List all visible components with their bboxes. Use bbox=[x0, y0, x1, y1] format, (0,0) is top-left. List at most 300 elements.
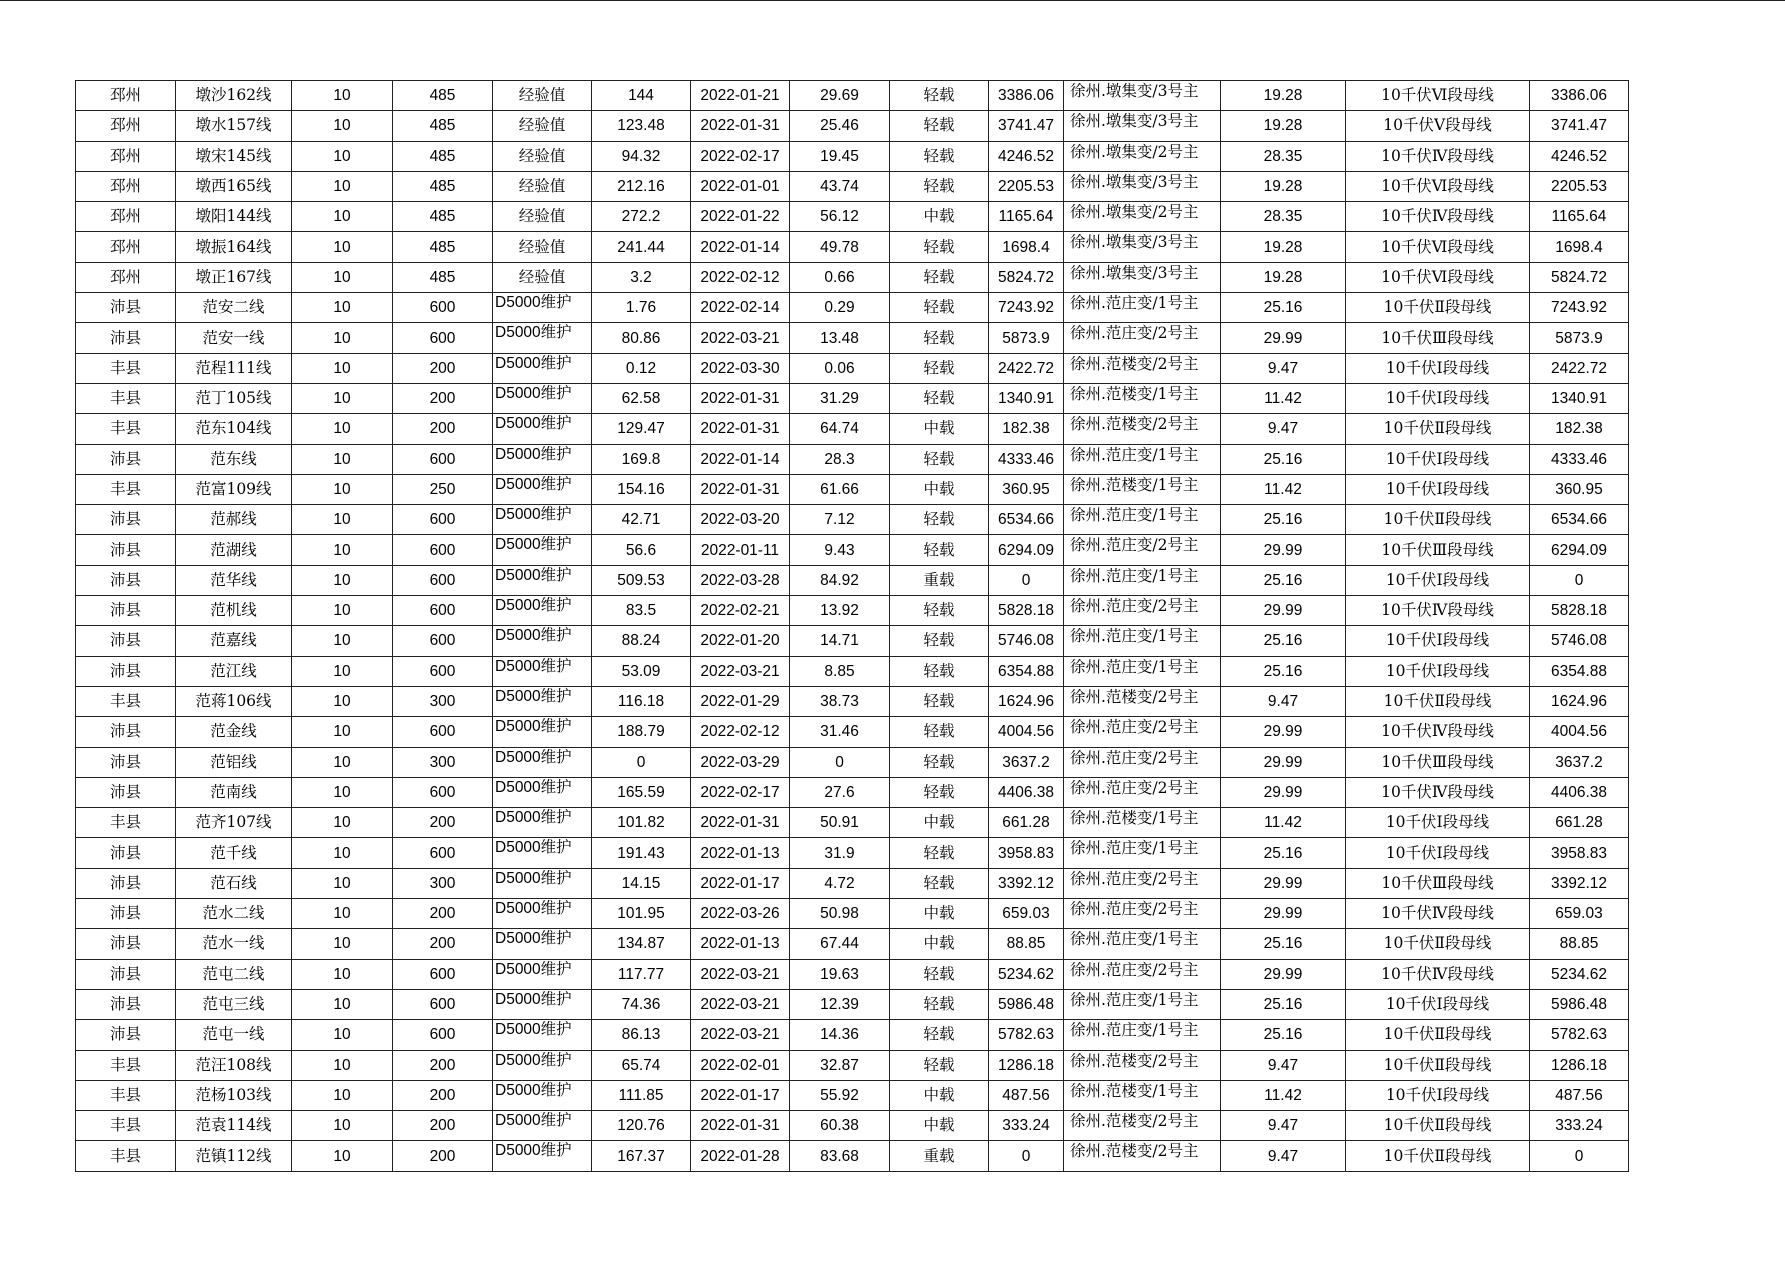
cell-substation: 徐州.范庄变/2号主 bbox=[1064, 899, 1221, 929]
cell-load-rate: 56.12 bbox=[790, 202, 890, 232]
cell-voltage-kv: 10 bbox=[292, 777, 393, 807]
cell-county: 丰县 bbox=[76, 1050, 176, 1080]
cell-substation: 徐州.墩集变/3号主 bbox=[1064, 81, 1221, 111]
cell-transformer-value: 29.99 bbox=[1221, 747, 1346, 777]
cell-load-level: 轻载 bbox=[890, 989, 989, 1019]
cell-line: 范杨103线 bbox=[176, 1080, 292, 1110]
cell-remaining-capacity: 88.85 bbox=[989, 929, 1064, 959]
cell-substation: 徐州.范庄变/1号主 bbox=[1064, 929, 1221, 959]
cell-source: D5000维护 bbox=[493, 505, 592, 535]
cell-substation: 徐州.范庄变/2号主 bbox=[1064, 959, 1221, 989]
cell-source: D5000维护 bbox=[493, 1080, 592, 1110]
cell-substation: 徐州.范庄变/1号主 bbox=[1064, 838, 1221, 868]
cell-load-rate: 67.44 bbox=[790, 929, 890, 959]
cell-load-rate: 14.36 bbox=[790, 1020, 890, 1050]
cell-bus: 10千伏Ⅳ段母线 bbox=[1346, 596, 1530, 626]
table-row bbox=[76, 868, 1629, 898]
cell-max-current: 212.16 bbox=[592, 171, 691, 201]
cell-capacity-repeat: 2422.72 bbox=[1530, 353, 1629, 383]
cell-load-rate: 64.74 bbox=[790, 414, 890, 444]
cell-remaining-capacity: 1624.96 bbox=[989, 686, 1064, 716]
cell-rated-capacity: 600 bbox=[393, 535, 493, 565]
cell-bus: 10千伏Ⅳ段母线 bbox=[1346, 899, 1530, 929]
cell-rated-capacity: 600 bbox=[393, 959, 493, 989]
cell-line: 范安一线 bbox=[176, 323, 292, 353]
cell-transformer-value: 29.99 bbox=[1221, 323, 1346, 353]
cell-source: D5000维护 bbox=[493, 596, 592, 626]
cell-voltage-kv: 10 bbox=[292, 1080, 393, 1110]
cell-date: 2022-01-14 bbox=[691, 232, 790, 262]
table-row bbox=[76, 717, 1629, 747]
cell-date: 2022-03-21 bbox=[691, 323, 790, 353]
cell-load-level: 轻载 bbox=[890, 747, 989, 777]
cell-rated-capacity: 600 bbox=[393, 505, 493, 535]
cell-voltage-kv: 10 bbox=[292, 171, 393, 201]
table-row bbox=[76, 141, 1629, 171]
cell-transformer-value: 25.16 bbox=[1221, 293, 1346, 323]
cell-max-current: 83.5 bbox=[592, 596, 691, 626]
cell-line: 范程111线 bbox=[176, 353, 292, 383]
cell-transformer-value: 29.99 bbox=[1221, 535, 1346, 565]
cell-date: 2022-03-21 bbox=[691, 959, 790, 989]
cell-voltage-kv: 10 bbox=[292, 626, 393, 656]
cell-capacity-repeat: 360.95 bbox=[1530, 474, 1629, 504]
cell-rated-capacity: 600 bbox=[393, 293, 493, 323]
cell-remaining-capacity: 6354.88 bbox=[989, 656, 1064, 686]
cell-capacity-repeat: 0 bbox=[1530, 1141, 1629, 1171]
cell-load-level: 中载 bbox=[890, 474, 989, 504]
cell-county: 邳州 bbox=[76, 111, 176, 141]
cell-source: 经验值 bbox=[493, 202, 592, 232]
cell-substation: 徐州.范庄变/2号主 bbox=[1064, 777, 1221, 807]
cell-load-level: 中载 bbox=[890, 414, 989, 444]
cell-source: D5000维护 bbox=[493, 747, 592, 777]
cell-bus: 10千伏Ⅰ段母线 bbox=[1346, 353, 1530, 383]
cell-substation: 徐州.范庄变/1号主 bbox=[1064, 656, 1221, 686]
cell-line: 范安二线 bbox=[176, 293, 292, 323]
cell-county: 邳州 bbox=[76, 232, 176, 262]
cell-substation: 徐州.范庄变/1号主 bbox=[1064, 989, 1221, 1019]
cell-capacity-repeat: 5828.18 bbox=[1530, 596, 1629, 626]
cell-max-current: 65.74 bbox=[592, 1050, 691, 1080]
cell-bus: 10千伏Ⅰ段母线 bbox=[1346, 626, 1530, 656]
cell-county: 丰县 bbox=[76, 1080, 176, 1110]
table-row bbox=[76, 686, 1629, 716]
cell-capacity-repeat: 1286.18 bbox=[1530, 1050, 1629, 1080]
cell-date: 2022-03-26 bbox=[691, 899, 790, 929]
cell-voltage-kv: 10 bbox=[292, 596, 393, 626]
cell-capacity-repeat: 3637.2 bbox=[1530, 747, 1629, 777]
cell-line: 范千线 bbox=[176, 838, 292, 868]
cell-max-current: 188.79 bbox=[592, 717, 691, 747]
cell-date: 2022-02-12 bbox=[691, 262, 790, 292]
cell-remaining-capacity: 0 bbox=[989, 565, 1064, 595]
cell-county: 丰县 bbox=[76, 686, 176, 716]
cell-county: 邳州 bbox=[76, 202, 176, 232]
cell-max-current: 169.8 bbox=[592, 444, 691, 474]
cell-date: 2022-01-11 bbox=[691, 535, 790, 565]
cell-county: 沛县 bbox=[76, 1020, 176, 1050]
cell-remaining-capacity: 2422.72 bbox=[989, 353, 1064, 383]
cell-rated-capacity: 600 bbox=[393, 626, 493, 656]
cell-remaining-capacity: 659.03 bbox=[989, 899, 1064, 929]
cell-source: D5000维护 bbox=[493, 929, 592, 959]
table-row bbox=[76, 1141, 1629, 1171]
cell-bus: 10千伏Ⅲ段母线 bbox=[1346, 535, 1530, 565]
cell-bus: 10千伏Ⅲ段母线 bbox=[1346, 747, 1530, 777]
cell-county: 丰县 bbox=[76, 1141, 176, 1171]
cell-source: D5000维护 bbox=[493, 383, 592, 413]
cell-line: 范水一线 bbox=[176, 929, 292, 959]
cell-transformer-value: 11.42 bbox=[1221, 1080, 1346, 1110]
cell-voltage-kv: 10 bbox=[292, 959, 393, 989]
cell-source: D5000维护 bbox=[493, 565, 592, 595]
cell-source: D5000维护 bbox=[493, 353, 592, 383]
cell-capacity-repeat: 3392.12 bbox=[1530, 868, 1629, 898]
cell-county: 丰县 bbox=[76, 808, 176, 838]
cell-voltage-kv: 10 bbox=[292, 838, 393, 868]
cell-source: D5000维护 bbox=[493, 293, 592, 323]
cell-transformer-value: 29.99 bbox=[1221, 868, 1346, 898]
cell-capacity-repeat: 1340.91 bbox=[1530, 383, 1629, 413]
cell-load-level: 轻载 bbox=[890, 262, 989, 292]
cell-bus: 10千伏Ⅳ段母线 bbox=[1346, 141, 1530, 171]
cell-load-rate: 43.74 bbox=[790, 171, 890, 201]
cell-substation: 徐州.范庄变/1号主 bbox=[1064, 1020, 1221, 1050]
cell-capacity-repeat: 182.38 bbox=[1530, 414, 1629, 444]
table-row bbox=[76, 444, 1629, 474]
cell-substation: 徐州.范庄变/1号主 bbox=[1064, 293, 1221, 323]
cell-max-current: 1.76 bbox=[592, 293, 691, 323]
cell-bus: 10千伏Ⅱ段母线 bbox=[1346, 1111, 1530, 1141]
cell-remaining-capacity: 1286.18 bbox=[989, 1050, 1064, 1080]
cell-date: 2022-03-28 bbox=[691, 565, 790, 595]
cell-load-level: 轻载 bbox=[890, 141, 989, 171]
cell-voltage-kv: 10 bbox=[292, 1020, 393, 1050]
cell-remaining-capacity: 5824.72 bbox=[989, 262, 1064, 292]
cell-load-level: 轻载 bbox=[890, 353, 989, 383]
cell-load-level: 中载 bbox=[890, 1111, 989, 1141]
cell-max-current: 509.53 bbox=[592, 565, 691, 595]
cell-voltage-kv: 10 bbox=[292, 383, 393, 413]
cell-transformer-value: 25.16 bbox=[1221, 626, 1346, 656]
table-row bbox=[76, 323, 1629, 353]
cell-date: 2022-01-21 bbox=[691, 81, 790, 111]
cell-load-level: 轻载 bbox=[890, 111, 989, 141]
table-row bbox=[76, 1111, 1629, 1141]
cell-load-rate: 38.73 bbox=[790, 686, 890, 716]
cell-source: D5000维护 bbox=[493, 1050, 592, 1080]
cell-source: D5000维护 bbox=[493, 838, 592, 868]
cell-substation: 徐州.范楼变/2号主 bbox=[1064, 353, 1221, 383]
cell-transformer-value: 25.16 bbox=[1221, 656, 1346, 686]
cell-voltage-kv: 10 bbox=[292, 262, 393, 292]
cell-source: D5000维护 bbox=[493, 444, 592, 474]
cell-load-rate: 84.92 bbox=[790, 565, 890, 595]
cell-date: 2022-02-01 bbox=[691, 1050, 790, 1080]
cell-remaining-capacity: 6294.09 bbox=[989, 535, 1064, 565]
cell-load-level: 轻载 bbox=[890, 838, 989, 868]
cell-max-current: 111.85 bbox=[592, 1080, 691, 1110]
cell-remaining-capacity: 5782.63 bbox=[989, 1020, 1064, 1050]
cell-transformer-value: 19.28 bbox=[1221, 232, 1346, 262]
cell-date: 2022-02-17 bbox=[691, 777, 790, 807]
cell-date: 2022-01-31 bbox=[691, 383, 790, 413]
cell-line: 范袁114线 bbox=[176, 1111, 292, 1141]
cell-rated-capacity: 485 bbox=[393, 202, 493, 232]
cell-transformer-value: 19.28 bbox=[1221, 171, 1346, 201]
cell-capacity-repeat: 4333.46 bbox=[1530, 444, 1629, 474]
cell-remaining-capacity: 7243.92 bbox=[989, 293, 1064, 323]
cell-max-current: 165.59 bbox=[592, 777, 691, 807]
cell-substation: 徐州.墩集变/3号主 bbox=[1064, 232, 1221, 262]
cell-source: D5000维护 bbox=[493, 626, 592, 656]
table-row bbox=[76, 505, 1629, 535]
table-row bbox=[76, 747, 1629, 777]
cell-bus: 10千伏Ⅰ段母线 bbox=[1346, 808, 1530, 838]
cell-bus: 10千伏Ⅵ段母线 bbox=[1346, 81, 1530, 111]
cell-load-rate: 19.63 bbox=[790, 959, 890, 989]
cell-load-level: 轻载 bbox=[890, 505, 989, 535]
cell-load-rate: 0 bbox=[790, 747, 890, 777]
cell-county: 沛县 bbox=[76, 717, 176, 747]
cell-rated-capacity: 200 bbox=[393, 808, 493, 838]
cell-max-current: 123.48 bbox=[592, 111, 691, 141]
cell-max-current: 134.87 bbox=[592, 929, 691, 959]
cell-county: 沛县 bbox=[76, 323, 176, 353]
cell-rated-capacity: 600 bbox=[393, 989, 493, 1019]
cell-capacity-repeat: 7243.92 bbox=[1530, 293, 1629, 323]
cell-rated-capacity: 200 bbox=[393, 1080, 493, 1110]
cell-max-current: 120.76 bbox=[592, 1111, 691, 1141]
cell-substation: 徐州.范楼变/1号主 bbox=[1064, 808, 1221, 838]
cell-max-current: 74.36 bbox=[592, 989, 691, 1019]
cell-bus: 10千伏Ⅲ段母线 bbox=[1346, 868, 1530, 898]
cell-date: 2022-03-21 bbox=[691, 1020, 790, 1050]
cell-date: 2022-03-29 bbox=[691, 747, 790, 777]
cell-remaining-capacity: 333.24 bbox=[989, 1111, 1064, 1141]
cell-line: 范机线 bbox=[176, 596, 292, 626]
table-row bbox=[76, 656, 1629, 686]
cell-substation: 徐州.范楼变/2号主 bbox=[1064, 1141, 1221, 1171]
table-row bbox=[76, 959, 1629, 989]
cell-max-current: 144 bbox=[592, 81, 691, 111]
cell-remaining-capacity: 360.95 bbox=[989, 474, 1064, 504]
cell-capacity-repeat: 5986.48 bbox=[1530, 989, 1629, 1019]
cell-remaining-capacity: 5873.9 bbox=[989, 323, 1064, 353]
cell-rated-capacity: 485 bbox=[393, 81, 493, 111]
cell-rated-capacity: 600 bbox=[393, 656, 493, 686]
cell-transformer-value: 9.47 bbox=[1221, 686, 1346, 716]
table-row bbox=[76, 929, 1629, 959]
cell-max-current: 3.2 bbox=[592, 262, 691, 292]
cell-max-current: 86.13 bbox=[592, 1020, 691, 1050]
cell-source: D5000维护 bbox=[493, 717, 592, 747]
table-row bbox=[76, 535, 1629, 565]
cell-date: 2022-03-21 bbox=[691, 656, 790, 686]
cell-line: 墩阳144线 bbox=[176, 202, 292, 232]
cell-bus: 10千伏Ⅱ段母线 bbox=[1346, 929, 1530, 959]
cell-county: 沛县 bbox=[76, 929, 176, 959]
table-row bbox=[76, 81, 1629, 111]
cell-transformer-value: 28.35 bbox=[1221, 202, 1346, 232]
cell-substation: 徐州.范楼变/2号主 bbox=[1064, 686, 1221, 716]
cell-line: 范蒋106线 bbox=[176, 686, 292, 716]
cell-voltage-kv: 10 bbox=[292, 111, 393, 141]
cell-load-rate: 8.85 bbox=[790, 656, 890, 686]
cell-line: 墩西165线 bbox=[176, 171, 292, 201]
cell-load-rate: 9.43 bbox=[790, 535, 890, 565]
cell-county: 沛县 bbox=[76, 959, 176, 989]
cell-remaining-capacity: 487.56 bbox=[989, 1080, 1064, 1110]
cell-source: D5000维护 bbox=[493, 414, 592, 444]
cell-load-level: 轻载 bbox=[890, 868, 989, 898]
cell-capacity-repeat: 1165.64 bbox=[1530, 202, 1629, 232]
cell-capacity-repeat: 88.85 bbox=[1530, 929, 1629, 959]
cell-max-current: 129.47 bbox=[592, 414, 691, 444]
cell-transformer-value: 19.28 bbox=[1221, 111, 1346, 141]
cell-bus: 10千伏Ⅳ段母线 bbox=[1346, 777, 1530, 807]
cell-voltage-kv: 10 bbox=[292, 1050, 393, 1080]
cell-substation: 徐州.范庄变/1号主 bbox=[1064, 626, 1221, 656]
cell-load-rate: 7.12 bbox=[790, 505, 890, 535]
cell-rated-capacity: 485 bbox=[393, 232, 493, 262]
cell-date: 2022-01-31 bbox=[691, 474, 790, 504]
cell-load-level: 轻载 bbox=[890, 171, 989, 201]
table-row bbox=[76, 777, 1629, 807]
cell-load-rate: 31.29 bbox=[790, 383, 890, 413]
cell-transformer-value: 11.42 bbox=[1221, 474, 1346, 504]
cell-rated-capacity: 485 bbox=[393, 111, 493, 141]
table-row bbox=[76, 353, 1629, 383]
cell-source: D5000维护 bbox=[493, 656, 592, 686]
cell-voltage-kv: 10 bbox=[292, 293, 393, 323]
cell-remaining-capacity: 4333.46 bbox=[989, 444, 1064, 474]
cell-substation: 徐州.墩集变/3号主 bbox=[1064, 262, 1221, 292]
cell-remaining-capacity: 5234.62 bbox=[989, 959, 1064, 989]
cell-capacity-repeat: 0 bbox=[1530, 565, 1629, 595]
cell-capacity-repeat: 659.03 bbox=[1530, 899, 1629, 929]
cell-substation: 徐州.范楼变/2号主 bbox=[1064, 1050, 1221, 1080]
cell-max-current: 116.18 bbox=[592, 686, 691, 716]
cell-bus: 10千伏Ⅰ段母线 bbox=[1346, 565, 1530, 595]
cell-line: 范金线 bbox=[176, 717, 292, 747]
cell-transformer-value: 19.28 bbox=[1221, 81, 1346, 111]
cell-source: D5000维护 bbox=[493, 474, 592, 504]
cell-source: D5000维护 bbox=[493, 686, 592, 716]
cell-load-rate: 0.66 bbox=[790, 262, 890, 292]
cell-county: 沛县 bbox=[76, 293, 176, 323]
cell-substation: 徐州.范庄变/2号主 bbox=[1064, 535, 1221, 565]
cell-load-rate: 27.6 bbox=[790, 777, 890, 807]
cell-substation: 徐州.范庄变/1号主 bbox=[1064, 444, 1221, 474]
cell-remaining-capacity: 5828.18 bbox=[989, 596, 1064, 626]
cell-load-rate: 61.66 bbox=[790, 474, 890, 504]
cell-load-rate: 19.45 bbox=[790, 141, 890, 171]
cell-bus: 10千伏Ⅳ段母线 bbox=[1346, 717, 1530, 747]
cell-load-rate: 49.78 bbox=[790, 232, 890, 262]
table-row bbox=[76, 626, 1629, 656]
table-row bbox=[76, 202, 1629, 232]
cell-source: D5000维护 bbox=[493, 1020, 592, 1050]
cell-rated-capacity: 200 bbox=[393, 1111, 493, 1141]
cell-source: D5000维护 bbox=[493, 808, 592, 838]
cell-county: 丰县 bbox=[76, 1111, 176, 1141]
cell-load-level: 中载 bbox=[890, 202, 989, 232]
cell-substation: 徐州.范庄变/1号主 bbox=[1064, 565, 1221, 595]
cell-line: 范屯三线 bbox=[176, 989, 292, 1019]
cell-capacity-repeat: 5746.08 bbox=[1530, 626, 1629, 656]
cell-voltage-kv: 10 bbox=[292, 474, 393, 504]
cell-voltage-kv: 10 bbox=[292, 717, 393, 747]
cell-capacity-repeat: 487.56 bbox=[1530, 1080, 1629, 1110]
cell-transformer-value: 25.16 bbox=[1221, 989, 1346, 1019]
cell-transformer-value: 29.99 bbox=[1221, 596, 1346, 626]
cell-remaining-capacity: 3392.12 bbox=[989, 868, 1064, 898]
cell-date: 2022-01-14 bbox=[691, 444, 790, 474]
cell-bus: 10千伏Ⅰ段母线 bbox=[1346, 383, 1530, 413]
cell-load-level: 中载 bbox=[890, 808, 989, 838]
cell-load-level: 轻载 bbox=[890, 232, 989, 262]
cell-load-level: 中载 bbox=[890, 899, 989, 929]
cell-remaining-capacity: 661.28 bbox=[989, 808, 1064, 838]
cell-transformer-value: 25.16 bbox=[1221, 929, 1346, 959]
cell-rated-capacity: 485 bbox=[393, 171, 493, 201]
table-row bbox=[76, 899, 1629, 929]
cell-line: 范石线 bbox=[176, 868, 292, 898]
cell-remaining-capacity: 4246.52 bbox=[989, 141, 1064, 171]
cell-remaining-capacity: 3386.06 bbox=[989, 81, 1064, 111]
cell-remaining-capacity: 1165.64 bbox=[989, 202, 1064, 232]
cell-max-current: 88.24 bbox=[592, 626, 691, 656]
table-row bbox=[76, 596, 1629, 626]
cell-voltage-kv: 10 bbox=[292, 1111, 393, 1141]
cell-substation: 徐州.范庄变/2号主 bbox=[1064, 747, 1221, 777]
cell-line: 范东104线 bbox=[176, 414, 292, 444]
cell-county: 丰县 bbox=[76, 353, 176, 383]
cell-line: 墩水157线 bbox=[176, 111, 292, 141]
table-row bbox=[76, 171, 1629, 201]
cell-load-level: 轻载 bbox=[890, 1050, 989, 1080]
cell-rated-capacity: 600 bbox=[393, 444, 493, 474]
cell-county: 沛县 bbox=[76, 747, 176, 777]
cell-capacity-repeat: 5782.63 bbox=[1530, 1020, 1629, 1050]
cell-capacity-repeat: 3741.47 bbox=[1530, 111, 1629, 141]
cell-date: 2022-01-31 bbox=[691, 1111, 790, 1141]
cell-max-current: 62.58 bbox=[592, 383, 691, 413]
cell-substation: 徐州.墩集变/3号主 bbox=[1064, 171, 1221, 201]
cell-county: 丰县 bbox=[76, 474, 176, 504]
cell-capacity-repeat: 5824.72 bbox=[1530, 262, 1629, 292]
cell-voltage-kv: 10 bbox=[292, 929, 393, 959]
cell-line: 范屯一线 bbox=[176, 1020, 292, 1050]
cell-county: 沛县 bbox=[76, 656, 176, 686]
cell-rated-capacity: 600 bbox=[393, 323, 493, 353]
table-row bbox=[76, 474, 1629, 504]
cell-load-rate: 31.46 bbox=[790, 717, 890, 747]
cell-transformer-value: 9.47 bbox=[1221, 1141, 1346, 1171]
cell-source: D5000维护 bbox=[493, 899, 592, 929]
cell-bus: 10千伏Ⅰ段母线 bbox=[1346, 474, 1530, 504]
cell-remaining-capacity: 5986.48 bbox=[989, 989, 1064, 1019]
cell-date: 2022-02-14 bbox=[691, 293, 790, 323]
cell-bus: 10千伏Ⅳ段母线 bbox=[1346, 202, 1530, 232]
cell-rated-capacity: 200 bbox=[393, 414, 493, 444]
cell-rated-capacity: 200 bbox=[393, 929, 493, 959]
cell-substation: 徐州.范庄变/1号主 bbox=[1064, 505, 1221, 535]
cell-transformer-value: 9.47 bbox=[1221, 414, 1346, 444]
cell-voltage-kv: 10 bbox=[292, 565, 393, 595]
